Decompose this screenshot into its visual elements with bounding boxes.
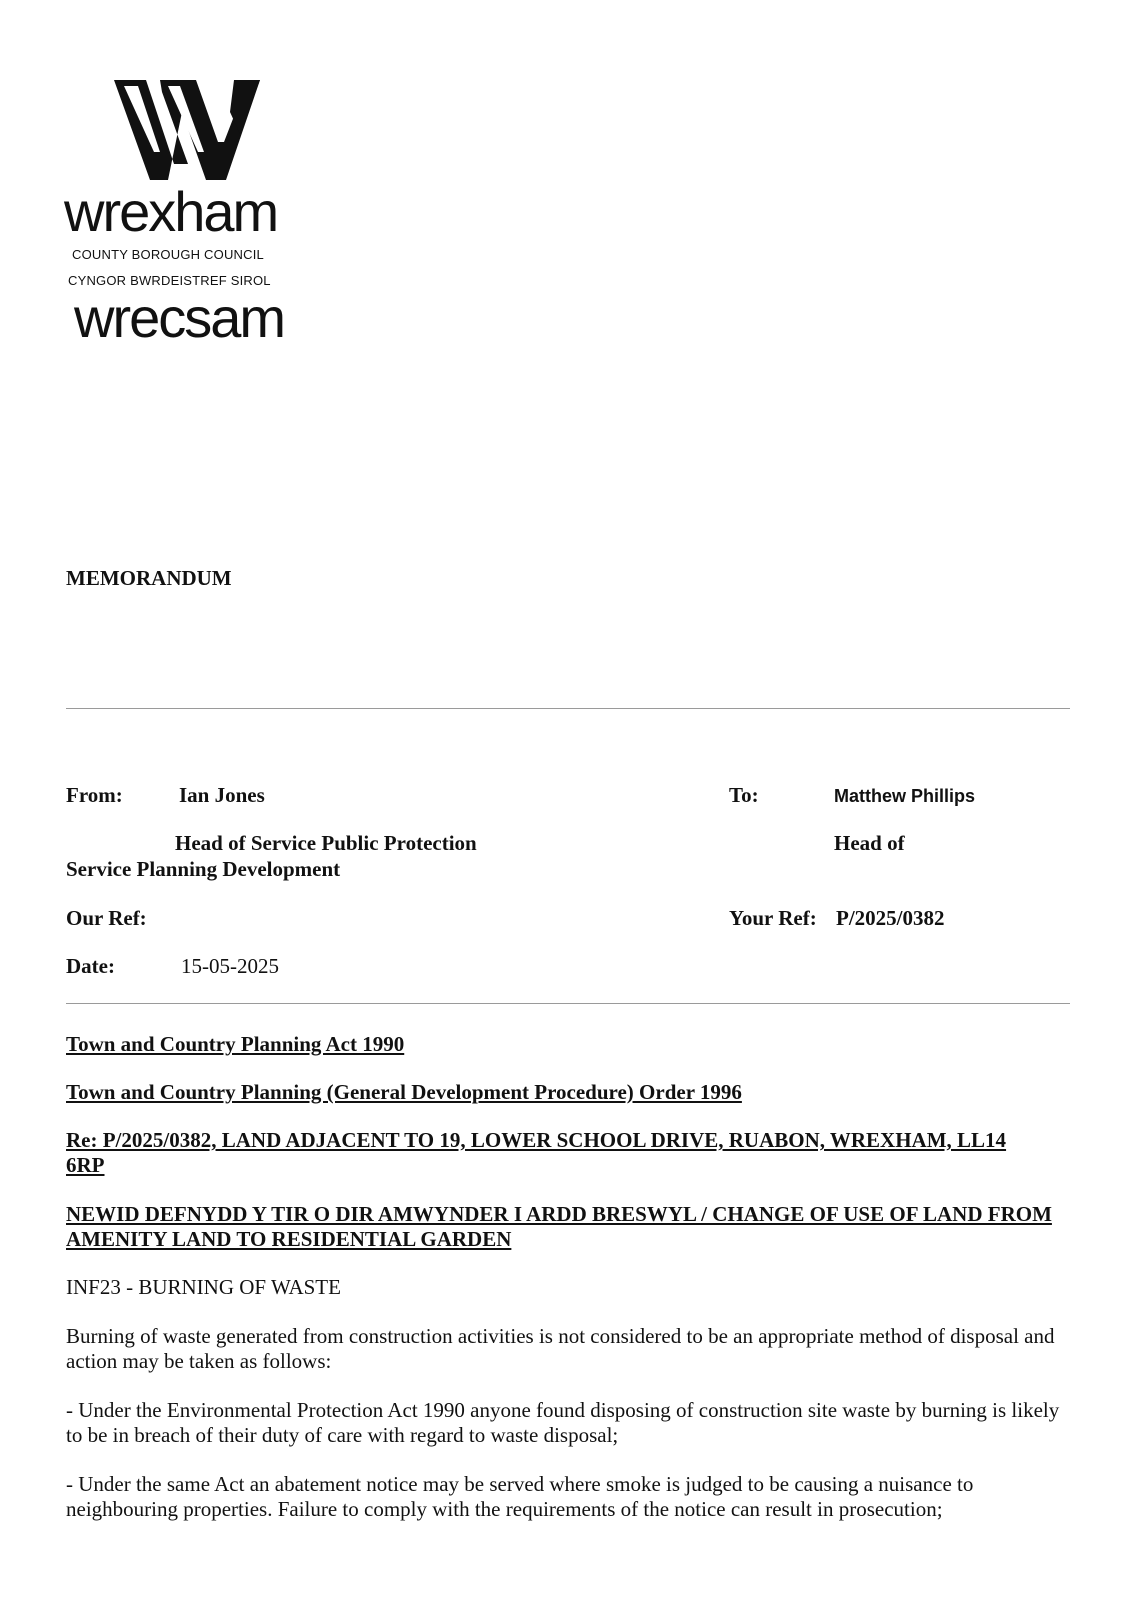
paragraph-1: Burning of waste generated from construction activities is not considered to be an appropriate method of disposal and action may be taken as follows: [66, 1324, 1055, 1373]
council-logo [64, 72, 314, 352]
your-ref-label: Your Ref: [729, 906, 817, 930]
date-label: Date: [66, 954, 115, 978]
heading-act: Town and Country Planning Act 1990 [66, 1032, 405, 1056]
heading-re: Re: P/2025/0382, LAND ADJACENT TO 19, LOWER SCHOOL DRIVE, RUABON, WREXHAM, LL14 6RP [66, 1128, 1007, 1177]
memo-title: MEMORANDUM [66, 566, 232, 590]
logo-word-wrexham: wrexham [64, 180, 278, 243]
divider-top [66, 708, 1070, 709]
w-emblem-icon [64, 72, 314, 182]
from-role-line1: Head of Service Public Protection [175, 831, 477, 855]
paragraph-3: - Under the same Act an abatement notice may be served where smoke is judged to be causing a nuisance to neighbouring properties. Failure to comply with the requirements of the notice can result in prosecution; [66, 1472, 974, 1521]
date-value: 15-05-2025 [181, 954, 279, 978]
to-name: Matthew Phillips [834, 786, 976, 806]
your-ref-value: P/2025/0382 [836, 906, 945, 930]
from-name: Ian Jones [179, 783, 265, 807]
paragraph-2: - Under the Environmental Protection Act 1990 anyone found disposing of construction site waste by burning is likely to be in breach of their duty of care with regard to waste disposal; [66, 1398, 1060, 1447]
inf-heading: INF23 - BURNING OF WASTE [66, 1275, 341, 1299]
heading-order: Town and Country Planning (General Development Procedure) Order 1996 [66, 1080, 742, 1104]
logo-line-welsh: CYNGOR BWRDEISTREF SIROL [68, 273, 271, 288]
to-role: Head of [834, 831, 905, 855]
divider-bottom [66, 1003, 1070, 1004]
to-label: To: [729, 783, 759, 807]
from-label: From: [66, 783, 123, 807]
heading-change-of-use: NEWID DEFNYDD Y TIR O DIR AMWYNDER I ARDD BRESWYL / CHANGE OF USE OF LAND FROM AMENITY LAND TO RESIDENTIAL GARDEN [66, 1202, 1052, 1251]
logo-word-wrecsam: wrecsam [74, 286, 285, 349]
logo-line-english: COUNTY BOROUGH COUNCIL [72, 247, 264, 262]
from-role-line2: Service Planning Development [66, 857, 341, 881]
our-ref-label: Our Ref: [66, 906, 147, 930]
